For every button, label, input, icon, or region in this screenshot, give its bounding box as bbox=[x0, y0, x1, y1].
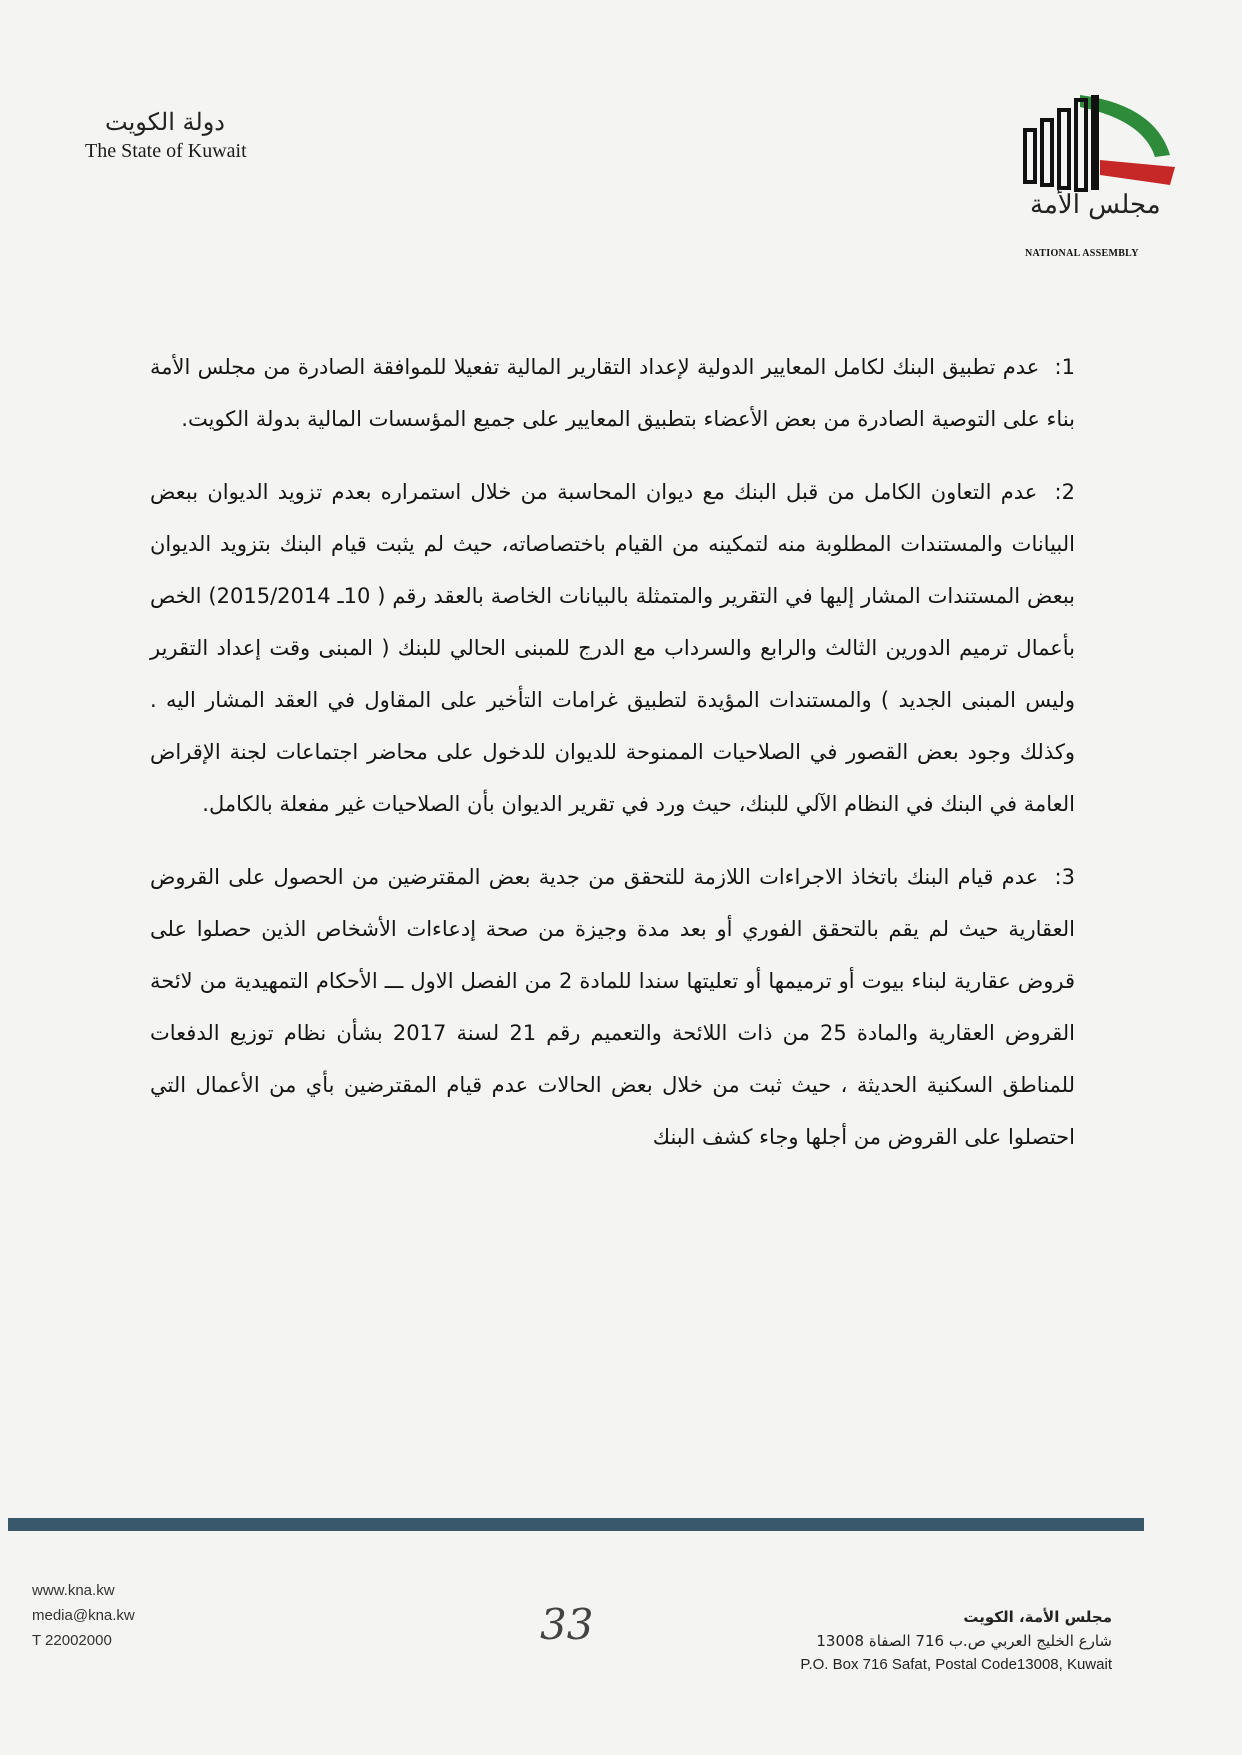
footer-divider bbox=[8, 1518, 1144, 1531]
item-text: عدم قيام البنك باتخاذ الاجراءات اللازمة للتحقق من جدية بعض المقترضين من الحصول على القروض العقارية حيث لم يقم بالتحقق الفوري أو بعد مدة وجيزة من صحة إدعاءات الأشخاص الذين حصلوا على قروض عقارية لبناء بيوت أو ترميمها أو تعليتها سندا للمادة 2 من الفصل الاول ـــ الأحكام التمهيدية من لائحة القروض العقارية والمادة 25 من ذات اللائحة والتعميم رقم 21 لسنة 2017 بشأن نظام توزيع الدفعات للمناطق السكنية الحديثة ، حيث ثبت من خلال بعض الحالات عدم قيام المقترضين بأي من الأعمال التي احتصلوا على القروض من أجلها وجاء كشف البنك bbox=[150, 865, 1075, 1149]
item-text: عدم تطبيق البنك لكامل المعايير الدولية لإعداد التقارير المالية تفعيلا للموافقة الصادرة من مجلس الأمة بناء على التوصية الصادرة من بعض الأعضاء بتطبيق المعايير على جميع المؤسسات المالية بدولة الكويت. bbox=[150, 355, 1075, 431]
state-name-arabic: دولة الكويت bbox=[105, 108, 225, 136]
item-text: عدم التعاون الكامل من قبل البنك مع ديوان المحاسبة من خلال استمراره بعدم تزويد الديوان ببعض البيانات والمستندات المطلوبة منه لتمكينه من القيام باختصاصاته، حيث لم يثبت قيام البنك بتزويد الديوان ببعض المستندات المشار إليها في التقرير والمتمثلة بالبيانات الخاصة بالعقد رقم ( 10ـ 2015/2014) الخص بأعمال ترميم الدورين الثالث والرابع والسرداب مع الدرج للمبنى الحالي للبنك ( المبنى وقت إعداد التقرير وليس المبنى الجديد ) والمستندات المؤيدة لتطبيق غرامات التأخير على المقاول في العقد المشار اليه . وكذلك وجود بعض القصور في الصلاحيات الممنوحة للديوان للدخول على محاضر اجتماعات لجنة الإقراض العامة في البنك في النظام الآلي للبنك، حيث ورد في تقرير الديوان بأن الصلاحيات غير مفعلة بالكامل. bbox=[150, 480, 1076, 816]
logo-text-arabic: مجلس الأمة bbox=[1030, 190, 1161, 220]
org-name-arabic: مجلس الأمة، الكويت bbox=[963, 1608, 1112, 1626]
item-number: 3: bbox=[1054, 865, 1075, 889]
document-body bbox=[150, 320, 1075, 1173]
list-item bbox=[150, 851, 1075, 1163]
footer-contact bbox=[32, 1578, 135, 1653]
email-link[interactable]: media@kna.kw bbox=[32, 1607, 135, 1624]
address-english: P.O. Box 716 Safat, Postal Code13008, Kuwait bbox=[800, 1656, 1112, 1673]
national-assembly-logo-icon bbox=[1005, 85, 1180, 265]
website-link[interactable]: www.kna.kw bbox=[32, 1582, 115, 1599]
footer-address bbox=[800, 1605, 1112, 1677]
page-number: 33 bbox=[540, 1600, 594, 1649]
state-header bbox=[85, 110, 305, 163]
state-name-english: The State of Kuwait bbox=[85, 140, 247, 162]
logo-text-english: NATIONAL ASSEMBLY bbox=[1025, 248, 1139, 259]
item-number: 2: bbox=[1054, 480, 1075, 504]
item-number: 1: bbox=[1054, 355, 1075, 379]
phone-number: T 22002000 bbox=[32, 1632, 112, 1649]
list-item bbox=[150, 466, 1075, 830]
address-arabic: شارع الخليج العربي ص.ب 716 الصفاة 13008 bbox=[816, 1632, 1112, 1650]
list-item bbox=[150, 341, 1075, 445]
